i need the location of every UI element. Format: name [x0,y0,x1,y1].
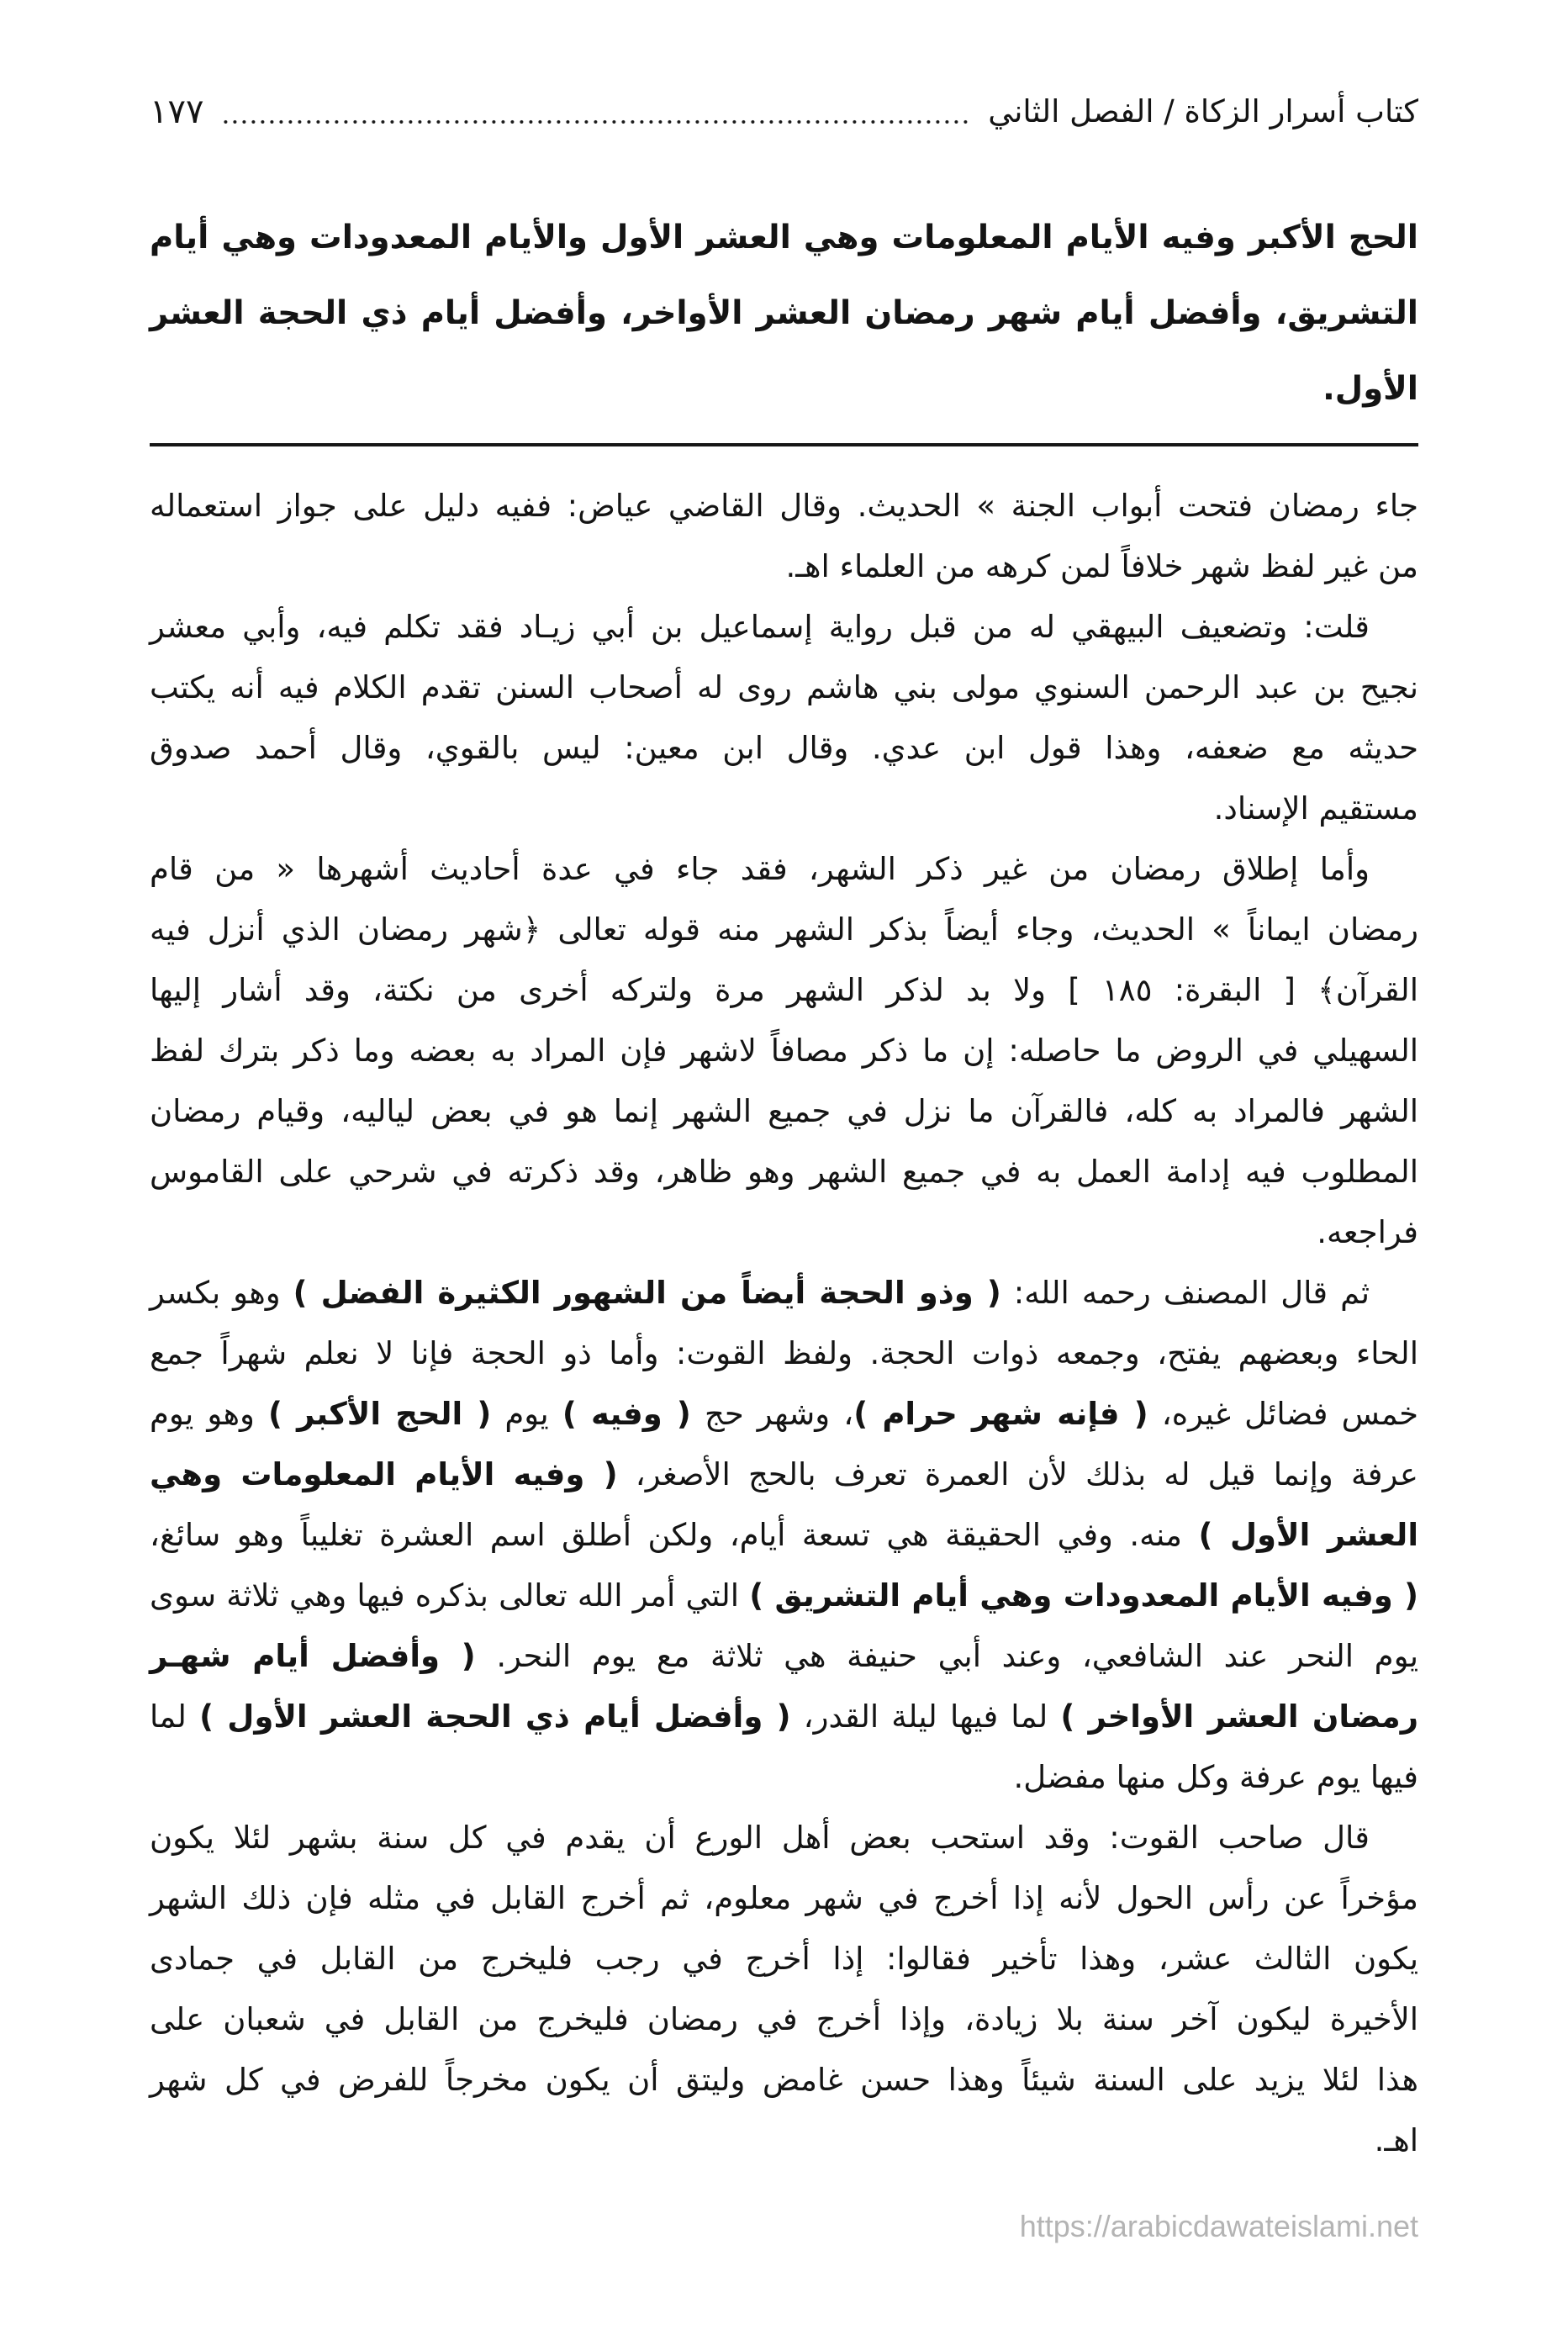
commentary-line [150,1263,1418,1323]
commentary-line [150,1626,1418,1687]
matn-quote: رمضان العشر الأواخر ) [1060,1698,1418,1735]
matn-quote: ( وفيه الأيام المعدودات وهي أيام التشريق ) [749,1577,1418,1614]
commentary-line: رمضان ايماناً » الحديث، وجاء أيضاً بذكر الشهر منه قوله تعالى ﴿شهر رمضان الذي أنزل فيه [150,911,1418,948]
commentary-line: مؤخراً عن رأس الحول لأنه إذا أخرج في شهر معلوم، ثم أخرج القابل في مثله فإن ذلك الشهر [150,1880,1418,1916]
commentary-line: حديثه مع ضعفه، وهذا قول ابن عدي. وقال ابن معين: ليس بالقوي، وقال أحمد صدوق [150,730,1418,766]
dot-leader [222,119,969,124]
commentary-text: يوم النحر عند الشافعي، وعند أبي حنيفة هي ثلاثة مع يوم النحر. [475,1638,1418,1674]
commentary-line: الأخيرة ليكون آخر سنة بلا زيادة، وإذا أخرج في رمضان فليخرج من القابل في شعبان على [150,2001,1418,2037]
commentary-text: يوم [491,1396,562,1432]
matn-quote: ( وأفضل أيام شهـر [150,1638,476,1674]
commentary-text: ثم قال المصنف رحمه الله: [1000,1275,1370,1311]
commentary-line: الحاء وبعضهم يفتح، وجمعه ذوات الحجة. ولفظ القوت: وأما ذو الحجة فإنا لا نعلم شهراً جمع [150,1335,1418,1371]
commentary-paragraph [150,597,1418,839]
commentary-paragraph [150,839,1418,1263]
chapter-title: كتاب أسرار الزكاة / الفصل الثاني [988,93,1418,129]
main-text-line: الحج الأكبر وفيه الأيام المعلومات وهي العشر الأول والأيام المعدودات وهي أيام [150,219,1418,256]
commentary-text: وهو يوم [150,1396,269,1432]
matn-quote: ( وذو الحجة أيضاً من الشهور الكثيرة الفضل ) [293,1275,1001,1311]
commentary-line: وأما إطلاق رمضان من غير ذكر الشهر، فقد جاء في عدة أحاديث أشهرها « من قام [150,851,1370,887]
commentary-line: القرآن﴾ [ البقرة: ١٨٥ ] ولا بد لذكر الشهر مرة ولتركه أخرى من نكتة، وقد أشار إليها [150,972,1418,1008]
commentary-line: مستقيم الإسناد. [1213,790,1418,827]
commentary-paragraph [150,1263,1418,1808]
commentary-line: نجيح بن عبد الرحمن السنوي مولى بني هاشم روى له أصحاب السنن تقدم الكلام فيه أنه يكتب [150,669,1418,705]
footnote-separator [150,443,1418,446]
commentary-text: خمس فضائل غيره، [1148,1396,1419,1432]
watermark-url: https://arabicdawateislami.net [1019,2209,1418,2243]
page-number: ١٧٧ [150,92,204,131]
commentary-line: فيها يوم عرفة وكل منها مفضل. [1013,1759,1418,1795]
matn-quote: ( الحج الأكبر ) [268,1396,492,1432]
commentary-text: لما [150,1698,200,1735]
commentary-line [150,1687,1418,1747]
commentary-paragraph [150,1808,1418,2171]
matn-quote: ( وأفضل أيام ذي الحجة العشر الأول ) [199,1698,791,1735]
commentary-line [150,1505,1418,1566]
main-text-line: التشريق، وأفضل أيام شهر رمضان العشر الأواخر، وأفضل أيام ذي الحجة العشر [150,294,1418,332]
commentary-text: عرفة وإنما قيل له بذلك لأن العمرة تعرف بالحج الأصغر، [617,1456,1418,1492]
commentary-line: قال صاحب القوت: وقد استحب بعض أهل الورع أن يقدم في كل سنة بشهر لئلا يكون [150,1820,1370,1856]
commentary [150,476,1418,2171]
matn-quote: ( فإنه شهر حرام ) [853,1396,1148,1432]
matn-quote: ( وفيه الأيام المعلومات وهي [150,1456,618,1492]
commentary-line: من غير لفظ شهر خلافاً لمن كرهه من العلماء اهـ. [785,548,1418,584]
commentary-line: هذا لئلا يزيد على السنة شيئاً وهذا حسن غامض وليتق أن يكون مخرجاً للفرض في كل شهر [150,2062,1418,2098]
commentary-line: يكون الثالث عشر، وهذا تأخير فقالوا: إذا أخرج في رجب فليخرج من القابل في جمادى [150,1941,1418,1977]
commentary-text: لما فيها ليلة القدر، [790,1698,1061,1735]
commentary-text: ، وشهر حج [690,1396,854,1432]
commentary-line: فراجعه. [1317,1214,1418,1250]
commentary-line [150,1445,1418,1505]
commentary-paragraph [150,476,1418,597]
main-text [150,200,1418,427]
commentary-line: الشهر فالمراد به كله، فالقرآن ما نزل في جميع الشهر إنما هو في بعض لياليه، وقيام رمضان [150,1093,1418,1129]
commentary-text: وهو بكسر [150,1275,293,1311]
commentary-line: اهـ. [1374,2122,1418,2158]
matn-quote: العشر الأول ) [1198,1517,1418,1553]
commentary-line: السهيلي في الروض ما حاصله: إن ما ذكر مصافاً لاشهر فإن المراد به بعضه وما ذكر بترك لفظ [150,1033,1418,1069]
commentary-text: منه. وفي الحقيقة هي تسعة أيام، ولكن أطلق اسم العشرة تغليباً وهو سائغ، [150,1517,1199,1553]
matn-quote: ( وفيه ) [562,1396,691,1432]
commentary-text: التي أمر الله تعالى بذكره فيها وهي ثلاثة سوى [150,1577,750,1614]
commentary-line: المطلوب فيه إدامة العمل به في جميع الشهر وهو ظاهر، وقد ذكرته في شرحي على القاموس [150,1154,1418,1190]
commentary-line [150,1384,1418,1445]
commentary-line: قلت: وتضعيف البيهقي له من قبل رواية إسماعيل بن أبي زيـاد فقد تكلم فيه، وأبي معشر [150,609,1370,645]
running-header [150,87,1418,136]
commentary-line [150,1566,1418,1626]
commentary-line: جاء رمضان فتحت أبواب الجنة » الحديث. وقال القاضي عياض: ففيه دليل على جواز استعماله [150,488,1418,524]
main-text-line: الأول. [1323,370,1418,408]
